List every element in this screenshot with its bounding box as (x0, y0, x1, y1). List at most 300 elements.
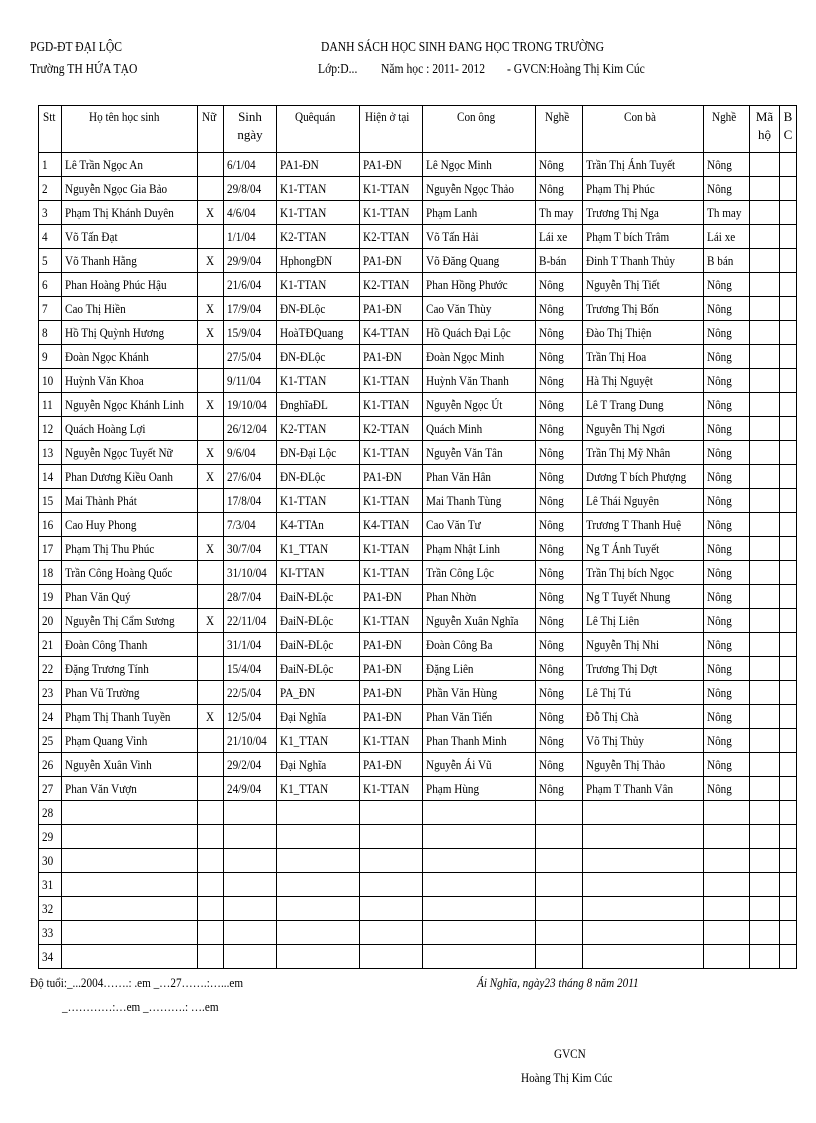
cell-dob: 27/6/04 (224, 465, 277, 489)
cell-father-name: Huỳnh Văn Thanh (423, 369, 536, 393)
table-row (39, 321, 797, 345)
cell-hometown: ĐN-ĐLộc (277, 345, 360, 369)
cell-female (198, 489, 224, 513)
cell-dob: 21/10/04 (224, 729, 277, 753)
school-name: Trường TH HỨA TẠO (30, 61, 138, 76)
cell-father-name: Võ Đăng Quang (423, 249, 536, 273)
cell-stt: 15 (39, 489, 62, 513)
cell-father-job: Th may (536, 201, 583, 225)
cell-father-name: Phan Hồng Phước (423, 273, 536, 297)
cell-stt: 8 (39, 321, 62, 345)
cell-household-code (750, 753, 780, 777)
cell-mother-name: Trương Thị Bốn (583, 297, 704, 321)
signer-name: Hoàng Thị Kim Cúc (521, 1070, 613, 1085)
cell-residence (360, 897, 423, 921)
cell-hometown: ĐN-Đại Lộc (277, 441, 360, 465)
cell-mother-name: Ng T Ánh Tuyết (583, 537, 704, 561)
cell-bc (780, 249, 797, 273)
cell-father-job: Nông (536, 369, 583, 393)
cell-bc (780, 609, 797, 633)
cell-bc (780, 537, 797, 561)
cell-female (198, 801, 224, 825)
cell-bc (780, 441, 797, 465)
cell-father-job: Nông (536, 393, 583, 417)
cell-bc (780, 465, 797, 489)
cell-mother-name: Hà Thị Nguyệt (583, 369, 704, 393)
cell-student-name: Phan Văn Quý (62, 585, 198, 609)
cell-mother-name: Trương Thị Nga (583, 201, 704, 225)
cell-stt: 23 (39, 681, 62, 705)
table-row (39, 201, 797, 225)
cell-stt: 33 (39, 921, 62, 945)
cell-bc (780, 585, 797, 609)
table-row (39, 153, 797, 177)
cell-residence: PA1-ĐN (360, 657, 423, 681)
cell-hometown: K1_TTAN (277, 729, 360, 753)
cell-bc (780, 321, 797, 345)
cell-student-name: Phạm Thị Thanh Tuyền (62, 705, 198, 729)
cell-residence: PA1-ĐN (360, 465, 423, 489)
cell-dob (224, 945, 277, 969)
cell-mother-job: Nông (704, 369, 750, 393)
cell-residence: PA1-ĐN (360, 345, 423, 369)
cell-hometown: K1-TTAN (277, 489, 360, 513)
cell-student-name: Phan Văn Vượn (62, 777, 198, 801)
cell-female: X (198, 465, 224, 489)
cell-dob (224, 921, 277, 945)
cell-household-code (750, 777, 780, 801)
cell-dob: 1/1/04 (224, 225, 277, 249)
cell-dob (224, 897, 277, 921)
table-row (39, 393, 797, 417)
cell-mother-name: Trần Thị bích Ngọc (583, 561, 704, 585)
cell-residence: K1-TTAN (360, 609, 423, 633)
cell-dob (224, 849, 277, 873)
cell-hometown (277, 849, 360, 873)
cell-mother-name: Lê Thái Nguyên (583, 489, 704, 513)
cell-father-name: Quách Minh (423, 417, 536, 441)
cell-bc (780, 417, 797, 441)
table-row (39, 801, 797, 825)
cell-father-name: Nguyễn Ái Vũ (423, 753, 536, 777)
cell-residence: K1-TTAN (360, 777, 423, 801)
cell-father-name: Phan Nhờn (423, 585, 536, 609)
cell-residence: PA1-ĐN (360, 249, 423, 273)
cell-dob: 22/11/04 (224, 609, 277, 633)
cell-stt: 10 (39, 369, 62, 393)
header-household-code: Mã hộ (750, 106, 780, 153)
cell-mother-name: Lê T Trang Dung (583, 393, 704, 417)
cell-student-name: Huỳnh Văn Khoa (62, 369, 198, 393)
cell-mother-name: Nguyễn Thị Tiết (583, 273, 704, 297)
cell-residence: PA1-ĐN (360, 681, 423, 705)
cell-stt: 9 (39, 345, 62, 369)
cell-father-job: Nông (536, 633, 583, 657)
cell-father-job (536, 873, 583, 897)
cell-mother-name (583, 825, 704, 849)
cell-bc (780, 945, 797, 969)
cell-household-code (750, 489, 780, 513)
cell-mother-job: Nông (704, 321, 750, 345)
cell-father-job: Nông (536, 777, 583, 801)
cell-female (198, 825, 224, 849)
cell-student-name: Nguyễn Thị Cẩm Sương (62, 609, 198, 633)
cell-female (198, 753, 224, 777)
cell-mother-name (583, 897, 704, 921)
cell-father-job: Nông (536, 321, 583, 345)
cell-hometown: K1_TTAN (277, 537, 360, 561)
cell-hometown (277, 825, 360, 849)
cell-student-name: Cao Huy Phong (62, 513, 198, 537)
cell-hometown: HphongĐN (277, 249, 360, 273)
cell-dob: 30/7/04 (224, 537, 277, 561)
cell-father-job: Lái xe (536, 225, 583, 249)
cell-student-name: Đoàn Ngọc Khánh (62, 345, 198, 369)
cell-father-job (536, 921, 583, 945)
table-header-row (39, 106, 797, 153)
cell-bc (780, 705, 797, 729)
cell-student-name: Phạm Thị Khánh Duyên (62, 201, 198, 225)
cell-student-name: Phạm Quang Vinh (62, 729, 198, 753)
cell-household-code (750, 417, 780, 441)
cell-household-code (750, 297, 780, 321)
cell-bc (780, 825, 797, 849)
cell-dob: 29/9/04 (224, 249, 277, 273)
cell-hometown: K1-TTAN (277, 201, 360, 225)
cell-student-name: Võ Thanh Hằng (62, 249, 198, 273)
table-row (39, 897, 797, 921)
cell-stt: 26 (39, 753, 62, 777)
cell-hometown: K1-TTAN (277, 273, 360, 297)
cell-bc (780, 753, 797, 777)
cell-household-code (750, 561, 780, 585)
cell-father-job (536, 897, 583, 921)
cell-female (198, 897, 224, 921)
cell-bc (780, 153, 797, 177)
cell-female (198, 345, 224, 369)
cell-household-code (750, 585, 780, 609)
cell-female: X (198, 537, 224, 561)
cell-hometown (277, 801, 360, 825)
cell-student-name: Trần Công Hoàng Quốc (62, 561, 198, 585)
cell-hometown: K1-TTAN (277, 369, 360, 393)
cell-father-name: Phạm Hùng (423, 777, 536, 801)
cell-father-job (536, 945, 583, 969)
cell-father-name: Phan Thanh Minh (423, 729, 536, 753)
cell-stt: 2 (39, 177, 62, 201)
cell-female (198, 849, 224, 873)
cell-father-name: Phan Văn Tiến (423, 705, 536, 729)
cell-mother-job: Nông (704, 681, 750, 705)
cell-female: X (198, 705, 224, 729)
cell-father-job: Nông (536, 585, 583, 609)
document-title: DANH SÁCH HỌC SINH ĐANG HỌC TRONG TRƯỜNG (321, 39, 605, 54)
cell-stt: 5 (39, 249, 62, 273)
cell-mother-job: Nông (704, 393, 750, 417)
cell-residence (360, 801, 423, 825)
table-row (39, 921, 797, 945)
cell-father-job: Nông (536, 657, 583, 681)
cell-mother-name (583, 921, 704, 945)
cell-bc (780, 225, 797, 249)
cell-bc (780, 273, 797, 297)
cell-dob: 26/12/04 (224, 417, 277, 441)
cell-student-name: Phan Hoàng Phúc Hậu (62, 273, 198, 297)
cell-residence: PA1-ĐN (360, 297, 423, 321)
cell-mother-job: Nông (704, 441, 750, 465)
cell-residence: PA1-ĐN (360, 585, 423, 609)
cell-stt: 17 (39, 537, 62, 561)
cell-household-code (750, 273, 780, 297)
cell-mother-name: Trương Thị Dợt (583, 657, 704, 681)
cell-student-name (62, 921, 198, 945)
table-row (39, 825, 797, 849)
cell-dob: 31/10/04 (224, 561, 277, 585)
cell-residence: K4-TTAN (360, 321, 423, 345)
cell-father-name: Phạm Nhật Linh (423, 537, 536, 561)
cell-father-name: Phần Văn Hùng (423, 681, 536, 705)
cell-dob: 24/9/04 (224, 777, 277, 801)
cell-household-code (750, 801, 780, 825)
cell-bc (780, 873, 797, 897)
cell-mother-job: Nông (704, 561, 750, 585)
cell-father-name: Nguyễn Văn Tân (423, 441, 536, 465)
cell-hometown: K4-TTAn (277, 513, 360, 537)
cell-student-name: Đoàn Công Thanh (62, 633, 198, 657)
cell-hometown: HoàTĐQuang (277, 321, 360, 345)
cell-bc (780, 297, 797, 321)
cell-hometown (277, 921, 360, 945)
cell-dob: 29/2/04 (224, 753, 277, 777)
cell-dob: 17/8/04 (224, 489, 277, 513)
table-row (39, 225, 797, 249)
cell-mother-job (704, 825, 750, 849)
cell-mother-job: Nông (704, 729, 750, 753)
cell-female (198, 777, 224, 801)
header-bc: B C (780, 106, 797, 153)
cell-residence: K1-TTAN (360, 729, 423, 753)
cell-mother-name: Nguyễn Thị Ngơi (583, 417, 704, 441)
cell-mother-name: Đinh T Thanh Thủy (583, 249, 704, 273)
cell-father-name: Võ Tấn Hải (423, 225, 536, 249)
cell-mother-name: Trần Thị Mỹ Nhân (583, 441, 704, 465)
cell-mother-name (583, 873, 704, 897)
cell-stt: 7 (39, 297, 62, 321)
cell-stt: 1 (39, 153, 62, 177)
cell-dob: 15/9/04 (224, 321, 277, 345)
cell-dob: 15/4/04 (224, 657, 277, 681)
cell-mother-job: Nông (704, 585, 750, 609)
cell-mother-job: Nông (704, 297, 750, 321)
cell-student-name: Nguyễn Xuân Vinh (62, 753, 198, 777)
cell-father-name (423, 849, 536, 873)
cell-hometown (277, 873, 360, 897)
cell-father-job: Nông (536, 417, 583, 441)
cell-father-name: Nguyễn Xuân Nghĩa (423, 609, 536, 633)
cell-female (198, 633, 224, 657)
table-row (39, 441, 797, 465)
cell-mother-job: Nông (704, 513, 750, 537)
cell-father-name: Đoàn Công Ba (423, 633, 536, 657)
signer-role: GVCN (554, 1046, 586, 1061)
table-row (39, 729, 797, 753)
cell-mother-job: Nông (704, 537, 750, 561)
cell-father-job: Nông (536, 705, 583, 729)
cell-household-code (750, 201, 780, 225)
cell-stt: 16 (39, 513, 62, 537)
cell-dob: 21/6/04 (224, 273, 277, 297)
table-row (39, 249, 797, 273)
cell-hometown: K1-TTAN (277, 177, 360, 201)
table-row (39, 777, 797, 801)
table-row (39, 681, 797, 705)
cell-mother-job: Nông (704, 657, 750, 681)
cell-father-job: Nông (536, 609, 583, 633)
cell-mother-name: Phạm Thị Phúc (583, 177, 704, 201)
cell-mother-name: Trần Thị Hoa (583, 345, 704, 369)
cell-father-name (423, 825, 536, 849)
cell-dob (224, 801, 277, 825)
cell-bc (780, 921, 797, 945)
cell-student-name: Phạm Thị Thu Phúc (62, 537, 198, 561)
cell-stt: 29 (39, 825, 62, 849)
cell-dob: 4/6/04 (224, 201, 277, 225)
cell-bc (780, 177, 797, 201)
cell-hometown: K2-TTAN (277, 417, 360, 441)
cell-hometown (277, 897, 360, 921)
cell-hometown: ĐN-ĐLộc (277, 465, 360, 489)
cell-stt: 11 (39, 393, 62, 417)
cell-household-code (750, 609, 780, 633)
cell-mother-job: Nông (704, 177, 750, 201)
cell-household-code (750, 657, 780, 681)
cell-bc (780, 345, 797, 369)
cell-female: X (198, 321, 224, 345)
cell-student-name: Quách Hoàng Lợi (62, 417, 198, 441)
cell-hometown: K1_TTAN (277, 777, 360, 801)
cell-father-job: Nông (536, 177, 583, 201)
cell-mother-name: Nguyễn Thị Nhi (583, 633, 704, 657)
table-row (39, 753, 797, 777)
cell-stt: 32 (39, 897, 62, 921)
cell-hometown: ĐaiN-ĐLộc (277, 585, 360, 609)
cell-stt: 31 (39, 873, 62, 897)
header-mother-job: Nghề (704, 106, 750, 153)
cell-mother-name: Võ Thị Thủy (583, 729, 704, 753)
cell-residence: PA1-ĐN (360, 633, 423, 657)
cell-mother-job: Th may (704, 201, 750, 225)
cell-female (198, 681, 224, 705)
header-stt: Stt (39, 106, 62, 153)
cell-hometown: ĐnghĩaĐL (277, 393, 360, 417)
cell-mother-name (583, 801, 704, 825)
cell-student-name (62, 801, 198, 825)
cell-stt: 22 (39, 657, 62, 681)
cell-household-code (750, 873, 780, 897)
cell-bc (780, 777, 797, 801)
cell-student-name: Mai Thành Phát (62, 489, 198, 513)
table-row (39, 369, 797, 393)
cell-dob: 9/11/04 (224, 369, 277, 393)
cell-father-name: Đặng Liên (423, 657, 536, 681)
cell-dob: 9/6/04 (224, 441, 277, 465)
cell-residence: K4-TTAN (360, 513, 423, 537)
cell-dob: 12/5/04 (224, 705, 277, 729)
cell-hometown: ĐaiN-ĐLộc (277, 657, 360, 681)
cell-household-code (750, 681, 780, 705)
table-row (39, 609, 797, 633)
cell-female: X (198, 297, 224, 321)
cell-bc (780, 513, 797, 537)
cell-female (198, 945, 224, 969)
table-row (39, 849, 797, 873)
cell-hometown: ĐaiN-ĐLộc (277, 633, 360, 657)
cell-father-name: Nguyễn Ngọc Út (423, 393, 536, 417)
cell-father-job (536, 825, 583, 849)
cell-mother-job: Lái xe (704, 225, 750, 249)
cell-household-code (750, 393, 780, 417)
cell-hometown: ĐaiN-ĐLộc (277, 609, 360, 633)
header-dob: Sinh ngày (224, 106, 277, 153)
cell-mother-job (704, 849, 750, 873)
cell-father-name: Đoàn Ngọc Minh (423, 345, 536, 369)
cell-dob: 31/1/04 (224, 633, 277, 657)
cell-female (198, 225, 224, 249)
cell-student-name: Nguyễn Ngọc Khánh Linh (62, 393, 198, 417)
cell-female (198, 153, 224, 177)
cell-student-name (62, 849, 198, 873)
cell-bc (780, 633, 797, 657)
cell-bc (780, 729, 797, 753)
cell-residence (360, 825, 423, 849)
cell-household-code (750, 513, 780, 537)
cell-household-code (750, 249, 780, 273)
cell-mother-job: Nông (704, 489, 750, 513)
cell-female (198, 273, 224, 297)
cell-dob: 7/3/04 (224, 513, 277, 537)
cell-residence: K2-TTAN (360, 273, 423, 297)
cell-female (198, 177, 224, 201)
table-row (39, 273, 797, 297)
cell-mother-job: B bán (704, 249, 750, 273)
header-female: Nữ (198, 106, 224, 153)
cell-mother-name: Trương T Thanh Huệ (583, 513, 704, 537)
cell-father-job: B-bán (536, 249, 583, 273)
cell-household-code (750, 153, 780, 177)
cell-bc (780, 201, 797, 225)
cell-student-name (62, 825, 198, 849)
cell-female: X (198, 249, 224, 273)
cell-stt: 28 (39, 801, 62, 825)
table-row (39, 513, 797, 537)
cell-household-code (750, 633, 780, 657)
place-and-date: Ái Nghĩa, ngày23 tháng 8 năm 2011 (477, 975, 639, 990)
cell-dob: 22/5/04 (224, 681, 277, 705)
table-row (39, 873, 797, 897)
cell-hometown: KI-TTAN (277, 561, 360, 585)
cell-stt: 3 (39, 201, 62, 225)
cell-mother-name: Phạm T bích Trâm (583, 225, 704, 249)
table-row (39, 345, 797, 369)
cell-father-name: Nguyễn Ngọc Thảo (423, 177, 536, 201)
cell-father-job: Nông (536, 153, 583, 177)
cell-father-name: Trần Công Lộc (423, 561, 536, 585)
cell-mother-job: Nông (704, 345, 750, 369)
cell-student-name: Hồ Thị Quỳnh Hương (62, 321, 198, 345)
cell-household-code (750, 225, 780, 249)
cell-female (198, 585, 224, 609)
cell-dob: 19/10/04 (224, 393, 277, 417)
